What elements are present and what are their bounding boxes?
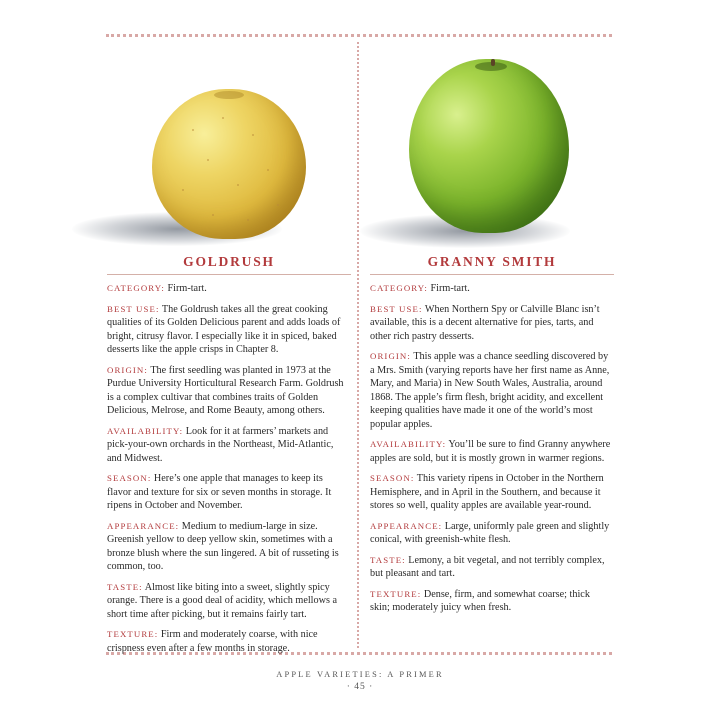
entry-category xyxy=(370,282,614,296)
entry-label: TEXTURE: xyxy=(370,588,422,599)
entry-label: TEXTURE: xyxy=(107,629,159,639)
entry-label: CATEGORY: xyxy=(370,283,428,293)
entry-text: Here’s one apple that manages to keep its flavor and texture for six or seven months in storage. It ripens in October and November. xyxy=(107,473,332,511)
entry-appearance xyxy=(370,520,614,547)
entry-text: Firm and moderately coarse, with nice crispness even after a few months in storage. xyxy=(107,629,318,654)
apple-speck xyxy=(277,204,279,206)
entry-texture xyxy=(107,628,351,655)
entry-text: The Goldrush takes all the great cooking qualities of its Golden Delicious parent and adds loads of bright, citrusy flavor. I especially like it in spiced, baked desserts like the apple crisps in Chapter 8. xyxy=(107,303,341,355)
apple-speck xyxy=(237,184,239,186)
entry-text: Almost like biting into a sweet, slightly spicy orange. There is a good deal of acidity, which mellows a short time after picking, but it remains fairly tart. xyxy=(107,581,337,620)
entry-best-use xyxy=(370,303,614,344)
entry-category xyxy=(107,282,351,296)
entry-label: TASTE: xyxy=(107,581,143,592)
apple-speck xyxy=(247,219,249,221)
entry-label: TASTE: xyxy=(370,554,406,565)
green-apple-icon xyxy=(409,59,569,233)
entry-taste xyxy=(107,581,351,622)
granny-smith-column xyxy=(370,42,614,615)
apple-speck xyxy=(222,117,224,119)
goldrush-photo xyxy=(107,42,351,254)
entry-best-use xyxy=(107,303,351,357)
entry-label: BEST USE: xyxy=(370,303,423,314)
apple-stem-dimple xyxy=(214,91,244,99)
entry-text: Lemony, a bit vegetal, and not terribly complex, but pleasant and tart. xyxy=(370,554,605,579)
apple-speck xyxy=(192,129,194,131)
entry-label: CATEGORY: xyxy=(107,283,165,293)
entry-origin xyxy=(370,350,614,431)
entry-taste xyxy=(370,554,614,581)
entry-label: AVAILABILITY: xyxy=(370,439,447,449)
entry-availability xyxy=(107,425,351,466)
top-dotted-rule xyxy=(106,34,612,37)
entry-text: This variety ripens in October in the Northern Hemisphere, and in April in the Southern, and because it stores so well, quality apples are available year-round. xyxy=(370,473,604,511)
entry-label: SEASON: xyxy=(107,473,152,483)
running-footer-title: APPLE VARIETIES: A PRIMER xyxy=(276,670,444,679)
entry-text: Firm-tart. xyxy=(430,283,470,294)
entry-label: BEST USE: xyxy=(107,303,160,314)
apple-speck xyxy=(182,189,184,191)
entry-text: This apple was a chance seedling discovered by a Mrs. Smith (varying reports have her first name as Anne, Mary, and Maria) in New South Wales, Australia, around 1868. The apple’s firm flesh, bright acidity, and excellent keeping qualities have made it one of the world’s most popular apples. xyxy=(370,351,610,430)
entry-label: AVAILABILITY: xyxy=(107,425,184,436)
apple-speck xyxy=(267,169,269,171)
entry-origin xyxy=(107,364,351,418)
apple-speck xyxy=(207,159,209,161)
goldrush-column xyxy=(107,42,351,655)
center-dotted-divider xyxy=(357,42,359,648)
entry-season xyxy=(107,472,351,513)
entry-season xyxy=(370,472,614,513)
goldrush-entries xyxy=(107,282,351,655)
entry-text: Large, uniformly pale green and slightly conical, with greenish-white flesh. xyxy=(370,520,610,545)
variety-title: GRANNY SMITH xyxy=(370,254,614,275)
granny-smith-entries xyxy=(370,282,614,615)
granny-smith-photo xyxy=(370,42,614,254)
entry-label: ORIGIN: xyxy=(107,364,148,375)
apple-stem-icon xyxy=(491,59,495,66)
entry-label: SEASON: xyxy=(370,473,415,483)
yellow-apple-icon xyxy=(152,89,306,239)
entry-label: ORIGIN: xyxy=(370,351,411,361)
entry-appearance xyxy=(107,520,351,574)
apple-speck xyxy=(212,214,214,216)
entry-text: Look for it at farmers’ markets and pick-your-own orchards in the Northeast, Mid-Atlantic, and Midwest. xyxy=(107,425,334,464)
entry-text: Dense, firm, and somewhat coarse; thick skin; moderately juicy when fresh. xyxy=(370,588,590,613)
entry-texture xyxy=(370,588,614,615)
entry-text: When Northern Spy or Calville Blanc isn’t available, this is a decent alternative for pies, tarts, and other rich pastry desserts. xyxy=(370,303,600,342)
page-number: · 45 · xyxy=(346,682,374,692)
variety-title: GOLDRUSH xyxy=(107,254,351,275)
entry-text: The first seedling was planted in 1973 at the Purdue University Horticultural Research Farm. Goldrush is a complex cultivar that combines traits of Golden Delicious, Melrose, and Rome Beauty, among others. xyxy=(107,364,344,416)
entry-label: APPEARANCE: xyxy=(107,520,180,531)
entry-text: You’ll be sure to find Granny anywhere apples are sold, but it is mostly grown in warmer regions. xyxy=(370,439,611,464)
entry-text: Firm-tart. xyxy=(167,283,207,294)
apple-speck xyxy=(252,134,254,136)
entry-availability xyxy=(370,438,614,465)
entry-text: Medium to medium-large in size. Greenish yellow to deep yellow skin, sometimes with a bronze blush where the sun lingered. A bit of russeting is common, too. xyxy=(107,520,339,572)
entry-label: APPEARANCE: xyxy=(370,520,443,531)
